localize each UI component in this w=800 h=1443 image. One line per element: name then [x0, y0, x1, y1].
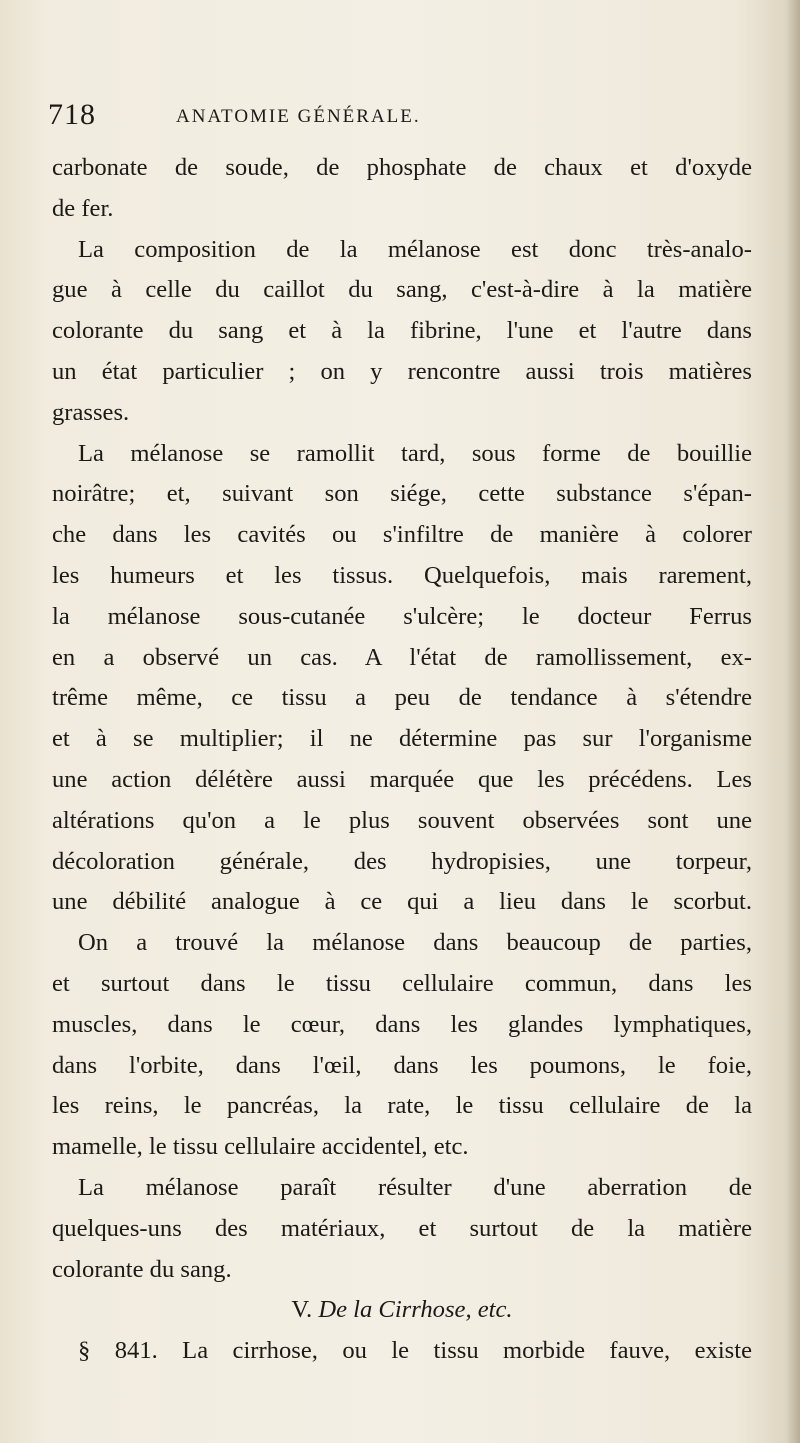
- text-line: La mélanose se ramollit tard, sous forme de bouillie: [78, 439, 752, 467]
- section-title: De la Cirrhose, etc.: [318, 1296, 513, 1324]
- text-line: dans l'orbite, dans l'œil, dans les poumons, le foie,: [52, 1051, 752, 1079]
- page-edge-shadow: [786, 0, 800, 1443]
- text-line: On a trouvé la mélanose dans beaucoup de parties,: [78, 929, 752, 957]
- text-line: et à se multiplier; il ne détermine pas sur l'organisme: [52, 725, 752, 753]
- text-line: une action délétère aussi marquée que les précédens. Les: [52, 765, 752, 793]
- text-line: colorante du sang.: [52, 1255, 232, 1283]
- text-line: noirâtre; et, suivant son siége, cette substance s'épan-: [52, 480, 752, 508]
- text-line: un état particulier ; on y rencontre aussi trois matières: [52, 357, 752, 385]
- section-heading: [52, 1290, 752, 1331]
- text-line: La composition de la mélanose est donc très-analo-: [78, 235, 752, 263]
- text-line: décoloration générale, des hydropisies, une torpeur,: [52, 847, 752, 875]
- text-line: grasses.: [52, 398, 130, 426]
- text-line: trême même, ce tissu a peu de tendance à s'étendre: [52, 684, 752, 712]
- text-line: les reins, le pancréas, la rate, le tissu cellulaire de la: [52, 1092, 752, 1120]
- text-line: la mélanose sous-cutanée s'ulcère; le docteur Ferrus: [52, 602, 752, 630]
- page-number: 718: [48, 98, 96, 131]
- section-number: V.: [291, 1296, 313, 1324]
- text-line: che dans les cavités ou s'infiltre de manière à colorer: [52, 521, 752, 549]
- text-line: une débilité analogue à ce qui a lieu dans le scorbut.: [52, 888, 752, 916]
- text-line: carbonate de soude, de phosphate de chaux et d'oxyde: [52, 154, 752, 181]
- text-line: gue à celle du caillot du sang, c'est-à-dire à la matière: [52, 276, 752, 304]
- text-line: La mélanose paraît résulter d'une aberration de: [78, 1173, 752, 1201]
- running-head: ANATOMIE GÉNÉRALE.: [176, 106, 421, 127]
- text-line: et surtout dans le tissu cellulaire commun, dans les: [52, 969, 752, 997]
- text-line: altérations qu'on a le plus souvent observées sont une: [52, 806, 752, 834]
- body-text: [52, 148, 752, 1372]
- text-line: § 841. La cirrhose, ou le tissu morbide fauve, existe: [78, 1337, 752, 1365]
- text-line: muscles, dans le cœur, dans les glandes lymphatiques,: [52, 1010, 752, 1038]
- text-line: colorante du sang et à la fibrine, l'une et l'autre dans: [52, 317, 752, 345]
- text-line: mamelle, le tissu cellulaire accidentel, etc.: [52, 1133, 469, 1161]
- text-line: en a observé un cas. A l'état de ramollissement, ex-: [52, 643, 752, 671]
- text-line: les humeurs et les tissus. Quelquefois, mais rarement,: [52, 561, 752, 589]
- text-line: de fer.: [52, 194, 114, 222]
- text-line: quelques-uns des matériaux, et surtout de la matière: [52, 1214, 752, 1242]
- page-header: [48, 98, 748, 138]
